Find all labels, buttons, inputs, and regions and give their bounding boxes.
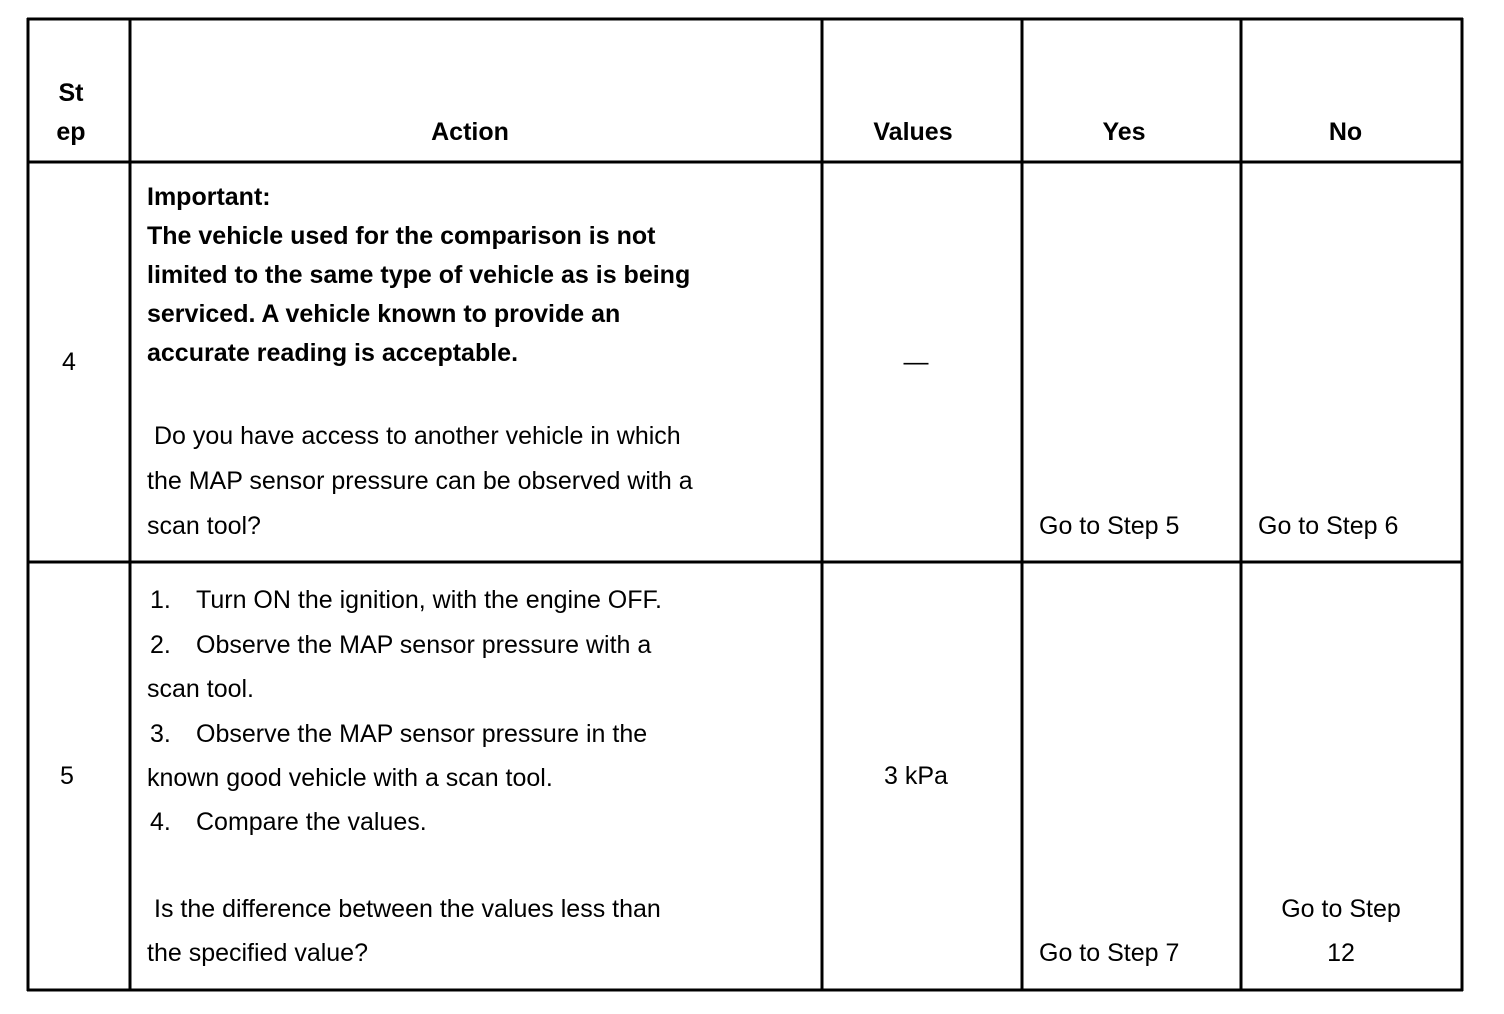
important-line: limited to the same type of vehicle as is being: [147, 261, 691, 289]
important-line: accurate reading is acceptable.: [147, 339, 519, 367]
no-cell-line2: 12: [1327, 939, 1355, 967]
list-item-text: Turn ON the ignition, with the engine OFF.: [196, 586, 662, 614]
list-item-text: Observe the MAP sensor pressure with a: [196, 631, 652, 659]
list-item-continuation: scan tool.: [147, 675, 255, 703]
important-line: serviced. A vehicle known to provide an: [147, 300, 621, 328]
header-values: Values: [873, 118, 953, 146]
yes-cell: Go to Step 5: [1039, 512, 1180, 540]
list-item-number: 3.: [150, 720, 171, 748]
list-item-continuation: known good vehicle with a scan tool.: [147, 764, 553, 792]
question-line: Do you have access to another vehicle in which: [154, 422, 681, 450]
value-cell: 3 kPa: [884, 762, 948, 790]
list-item: [147, 585, 662, 615]
list-item-text: Observe the MAP sensor pressure in the: [196, 720, 648, 748]
list-item: [147, 630, 651, 660]
header-action: Action: [431, 118, 509, 146]
question-line: the MAP sensor pressure can be observed with a: [147, 467, 693, 495]
header-no: No: [1328, 118, 1363, 146]
value-cell: —: [903, 348, 929, 376]
no-cell: Go to Step 6: [1258, 512, 1399, 540]
step-number: 4: [62, 348, 76, 376]
header-yes: Yes: [1102, 118, 1146, 146]
question-line: the specified value?: [147, 939, 368, 967]
header-step-line2: ep: [56, 118, 86, 146]
list-item: [147, 807, 427, 837]
list-item-number: 4.: [150, 808, 171, 836]
step-number: 5: [60, 762, 74, 790]
question-line: Is the difference between the values less than: [154, 895, 661, 923]
list-item-number: 2.: [150, 631, 171, 659]
list-item: [147, 719, 647, 749]
header-step-line1: St: [58, 79, 84, 107]
important-line: The vehicle used for the comparison is not: [147, 222, 656, 250]
important-label: Important:: [147, 183, 271, 211]
list-item-text: Compare the values.: [196, 808, 427, 836]
yes-cell: Go to Step 7: [1039, 939, 1180, 967]
question-line: scan tool?: [147, 512, 261, 540]
no-cell-line1: Go to Step: [1281, 895, 1401, 923]
list-item-number: 1.: [150, 586, 171, 614]
